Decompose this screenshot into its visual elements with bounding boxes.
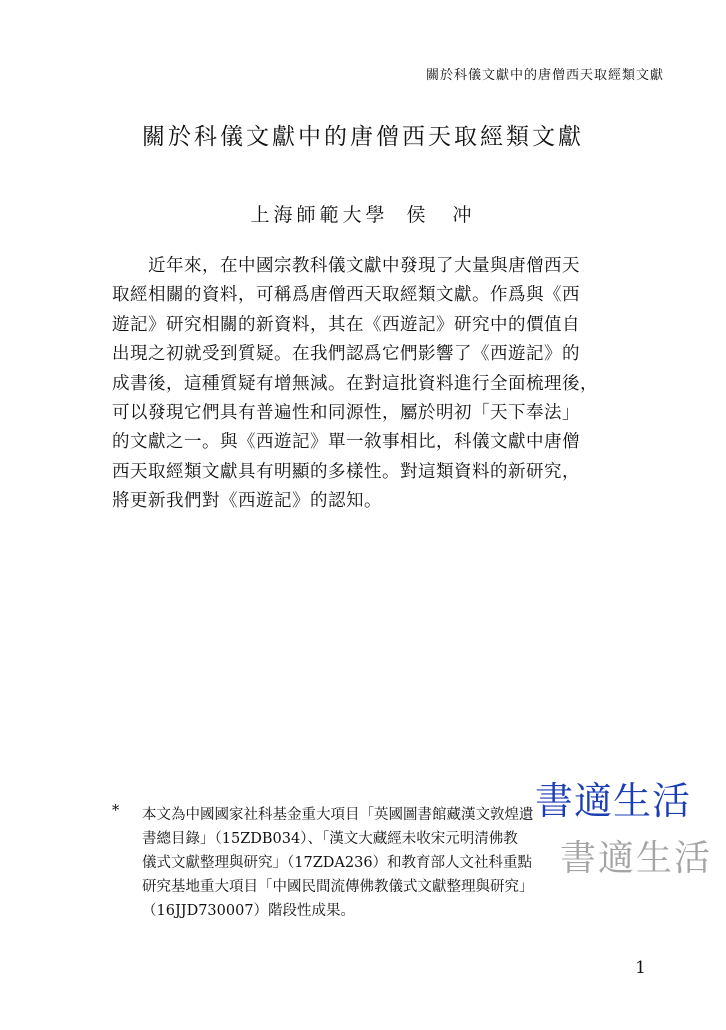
author-name: 侯 冲 <box>406 204 476 226</box>
footnote-line: 儀式文獻整理與研究」（17ZDA236）和教育部人文社科重點 <box>142 855 533 871</box>
abstract-line: 近年來，在中國宗教科儀文獻中發現了大量與唐僧西天 <box>112 256 580 276</box>
abstract-line: 將更新我們對《西遊記》的認知。 <box>112 491 382 512</box>
abstract-line: 可以發現它們具有普遍性和同源性，屬於明初「天下奉法」 <box>112 403 580 424</box>
footnote-line: 書總目錄」（15ZDB034）、「漢文大藏經未收宋元明清佛教 <box>142 831 518 847</box>
abstract-line: 西天取經類文獻具有明顯的多樣性。對這類資料的新研究， <box>112 461 580 482</box>
footnote-line: 本文為中國國家社科基金重大項目「英國圖書館藏漢文敦煌遺 <box>142 807 534 823</box>
footnote-line: 研究基地重大項目「中國民間流傳佛教儀式文獻整理與研究」 <box>142 879 534 895</box>
footnote-line: （16JJD730007）階段性成果。 <box>142 903 356 919</box>
page-number: 1 <box>635 958 646 978</box>
author-affiliation: 上海師範大學 <box>250 204 389 226</box>
article-title: 關於科儀文獻中的唐僧西天取經類文獻 <box>142 124 584 150</box>
watermark-primary: 書適生活 <box>535 779 692 823</box>
abstract-line: 取經相關的資料，可稱爲唐僧西天取經類文獻。作爲與《西 <box>112 285 580 306</box>
abstract-line: 出現之初就受到質疑。在我們認爲它們影響了《西遊記》的 <box>112 344 580 365</box>
footnote-marker: * <box>112 803 120 819</box>
abstract-line: 的文獻之一。與《西遊記》單一敘事相比，科儀文獻中唐僧 <box>112 432 580 453</box>
abstract-line: 成書後，這種質疑有增無減。在對這批資料進行全面梳理後， <box>112 373 598 394</box>
watermark-secondary: 書適生活 <box>560 838 713 879</box>
running-head: 關於科儀文獻中的唐僧西天取經類文獻 <box>425 68 664 83</box>
author-line <box>0 200 726 227</box>
abstract-line: 遊記》研究相關的新資料，其在《西遊記》研究中的價值自 <box>112 314 580 335</box>
abstract <box>112 252 648 517</box>
